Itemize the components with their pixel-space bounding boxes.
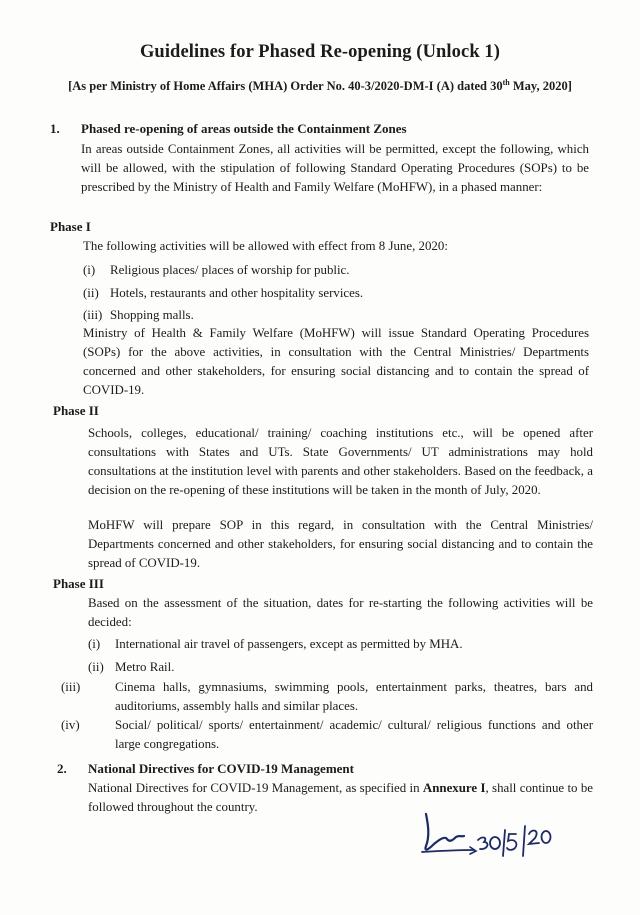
phase-3-heading: Phase III bbox=[53, 576, 104, 591]
order-reference bbox=[0, 78, 640, 94]
phase-2-paragraph-2: MoHFW will prepare SOP in this regard, in consultation with the Central Ministries/ Departments concerned and other stakeholders, for ensuring social distancing and to contain the spread of COVID-19. bbox=[88, 518, 593, 570]
phase-1-item bbox=[83, 306, 194, 325]
phase-3-intro: Based on the assessment of the situation, dates for re-starting the following activities will be decided: bbox=[88, 596, 593, 629]
item-text: Hotels, restaurants and other hospitality services. bbox=[110, 286, 364, 300]
page-title: Guidelines for Phased Re-opening (Unlock 1) bbox=[139, 42, 501, 62]
item-number: (ii) bbox=[88, 660, 104, 674]
section-1-number: 1. bbox=[50, 121, 60, 136]
handwritten-signature bbox=[418, 806, 558, 866]
phase-1-item bbox=[83, 261, 350, 280]
annexure-reference: Annexure I bbox=[422, 781, 486, 795]
phase-1-intro: The following activities will be allowed with effect from 8 June, 2020: bbox=[83, 239, 448, 253]
item-text: Social/ political/ sports/ entertainment/ academic/ cultural/ religious functions and other large congregations. bbox=[115, 718, 593, 751]
item-number: (iv) bbox=[61, 718, 80, 732]
item-number: (i) bbox=[83, 263, 96, 277]
section-1-intro: In areas outside Containment Zones, all activities will be permitted, except the following, which will be allowed, with the stipulation of following Standard Operating Procedures (SOPs) to be prescribed by the Ministry of Health and Family Welfare (MoHFW), in a phased manner: bbox=[81, 142, 589, 194]
item-text: International air travel of passengers, except as permitted by MHA. bbox=[115, 637, 463, 651]
section-2-text-start: National Directives for COVID-19 Management, as specified in bbox=[88, 781, 423, 795]
phase-3-item bbox=[88, 635, 463, 654]
phase-1-note: Ministry of Health & Family Welfare (MoHFW) will issue Standard Operating Procedures (SOPs) for the above activities, in consultation with the Central Ministries/ Departments concerned and other stakeholders, for ensuring social distancing and to contain the spread of COVID-19. bbox=[83, 326, 589, 397]
order-reference-end: May, 2020] bbox=[509, 79, 572, 93]
section-2-text-end: , shall continue to be followed throughout the country. bbox=[88, 781, 593, 814]
order-reference-text: [As per Ministry of Home Affairs (MHA) Order No. 40-3/2020-DM-I (A) dated 30 bbox=[68, 79, 503, 93]
phase-3-item bbox=[61, 716, 593, 754]
order-reference-sup: th bbox=[502, 78, 510, 87]
item-number: (iii) bbox=[61, 680, 81, 694]
item-text: Cinema halls, gymnasiums, swimming pools, entertainment parks, theatres, bars and auditoriums, assembly halls and similar places. bbox=[115, 680, 593, 713]
phase-3-item bbox=[88, 658, 174, 677]
phase-2-heading: Phase II bbox=[53, 403, 99, 418]
item-number: (i) bbox=[88, 637, 101, 651]
item-number: (iii) bbox=[83, 308, 103, 322]
item-text: Metro Rail. bbox=[115, 660, 175, 674]
phase-3-item bbox=[61, 678, 593, 716]
section-2-number: 2. bbox=[57, 761, 67, 776]
section-1-heading: Phased re-opening of areas outside the Containment Zones bbox=[81, 121, 407, 136]
phase-1-heading: Phase I bbox=[50, 219, 91, 234]
item-number: (ii) bbox=[83, 286, 99, 300]
item-text: Religious places/ places of worship for public. bbox=[110, 263, 350, 277]
item-text: Shopping malls. bbox=[110, 308, 194, 322]
section-2-heading: National Directives for COVID-19 Management bbox=[88, 761, 354, 776]
phase-2-paragraph-1: Schools, colleges, educational/ training/ coaching institutions etc., will be opened after consultations with States and UTs. State Governments/ UT administrations may hold consultations at the institution level with parents and other stakeholders. Based on the feedback, a decision on the re-opening of these institutions will be taken in the month of July, 2020. bbox=[88, 426, 593, 497]
phase-1-item bbox=[83, 284, 363, 303]
